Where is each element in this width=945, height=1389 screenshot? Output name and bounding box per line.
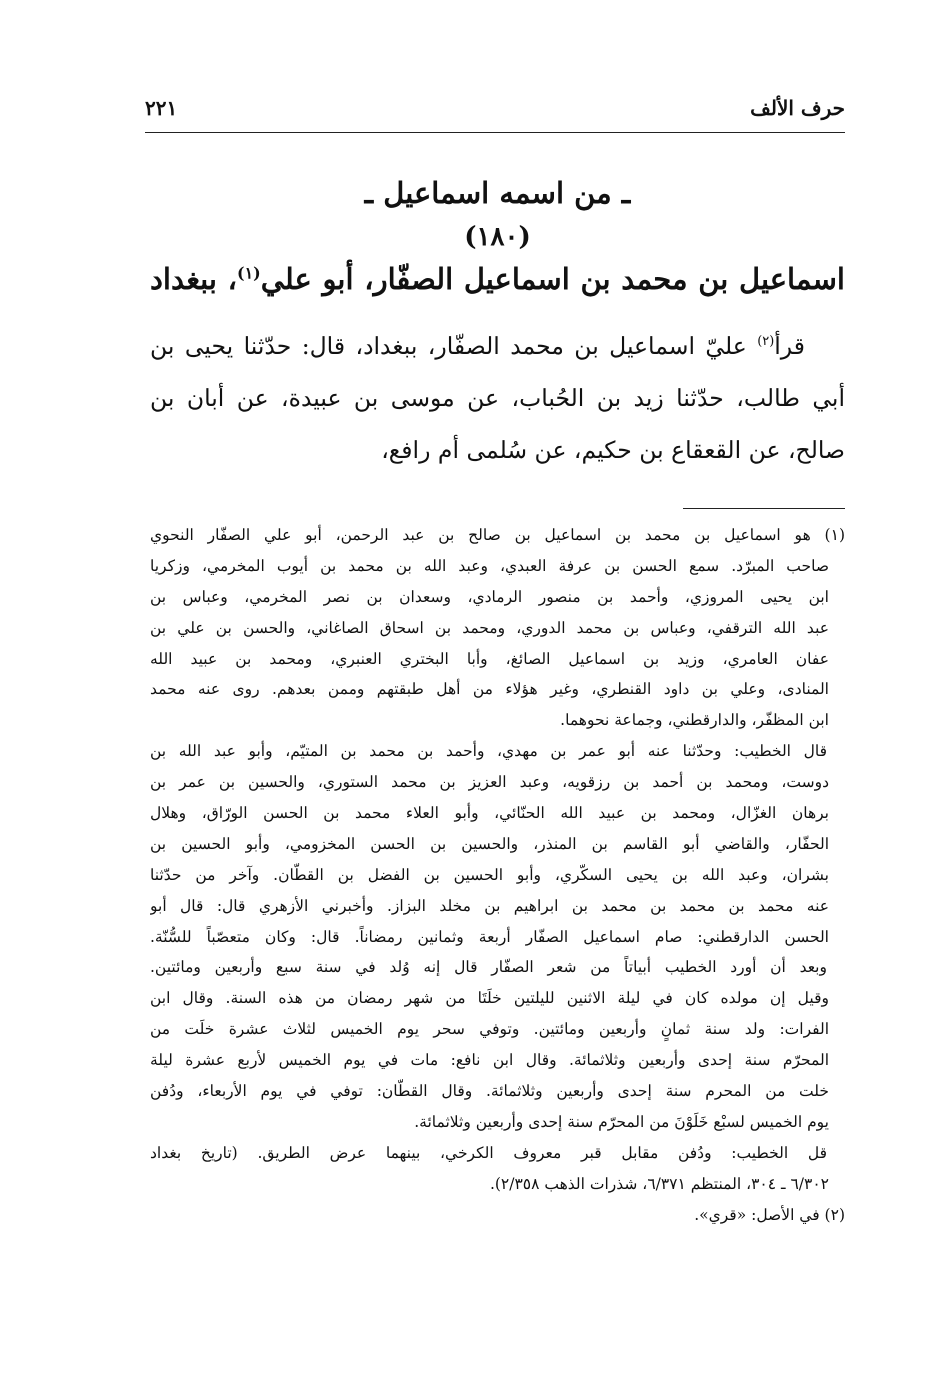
footnote-1-line: خلت من المحرم سنة إحدى وأربعين وثلاثمائة. وقال القطّان: توفي في يوم الأربعاء، ودُفن [150,1082,829,1101]
page-number: ٢٢١ [145,96,178,120]
entry-body-text: عليّ اسماعيل بن محمد الصفّار، ببغداد، قال: حدّثنا يحيى بن [150,332,758,360]
footnote-1-line: يوم الخميس لسبْع خَلَوْنَ من المحرّم سنة إحدى وأربعين وثلاثمائة. [414,1112,829,1131]
footnote-ref-2[interactable]: (٢) [757,334,775,350]
footnote-1-line: قل الخطيب: ودُفن مقابل قبر معروف الكرخي، بينهما عرض الطريق. (تاريخ بغداد [150,1143,827,1162]
running-title: حرف الألف [750,96,845,120]
entry-body-line: أبي طالب، حدّثنا زيد بن الحُباب، عن موسى بن عبيدة، عن أبان بن [150,384,845,412]
footnotes [150,520,845,1230]
footnote-divider [683,508,845,509]
footnote-2: (٢) في الأصل: «قري». [694,1205,845,1224]
footnote-1-line: (١) هو اسماعيل بن محمد بن اسماعيل بن صالح بن عبد الرحمن، أبو علي الصفّار النحوي [150,526,845,544]
footnote-1-line: ابن يحيى المروزي، وأحمد بن منصور الرمادي، وسعدان بن نصر المخرمي، وعباس بن [150,587,829,606]
footnote-1-line: عبد الله الترقفي، وعباس بن محمد الدوري، ومحمد بن اسحاق الصاغاني، والحسن بن علي بن [150,618,829,637]
entry-body-line: صالح، عن القعقاع بن حكيم، عن سُلمى أم رافع، [381,436,845,464]
running-header [145,92,845,133]
footnote-1-line: قال الخطيب: وحدّثنا عنه أبو عمر بن مهدي، وأحمد بن محمد بن المتيّم، وأبو عبد الله بن [150,742,827,761]
entry-body-line [150,320,845,372]
entry-body-text: قرأ [774,332,805,360]
footnote-ref-1[interactable]: (١) [237,263,261,283]
entry-title [150,262,845,296]
entry-title-name: اسماعيل بن محمد بن اسماعيل الصفّار، أبو علي [260,262,845,296]
footnote-1-line: وقيل إن مولده كان في ليلة الاثنين لليلتين خلَتَا من شهر رمضان من هذه السنة. وقال ابن [150,989,829,1008]
footnote-1-line: الفرات: ولد سنة ثمانٍ وأربعين ومائتين. وتوفي سحر يوم الخميس لثلاث عشرة خلَت من [150,1020,829,1039]
entry-body [150,320,845,476]
footnote-1-line: عفان العامري، وزيد بن اسماعيل الصائغ، وأبا البختري العنبري، ومحمد بن عبيد الله [150,649,829,668]
footnote-1-line: برهان الغزّال، ومحمد بن عبيد الله الحنّائي، وأبو العلاء محمد بن الحسن الورّاق، وهلال [150,804,829,823]
footnote-1-line: المنادى، وعلي بن داود القنطري، وغير هؤلاء من أهل طبقتهم وممن بعدهم. روى عنه محمد [150,680,829,699]
footnote-1-line: المحرّم سنة إحدى وأربعين وثلاثمائة. وقال ابن نافع: مات في يوم الخميس لأربع عشرة ليلة [150,1051,829,1070]
entry-title-place: ، ببغداد [150,262,238,296]
footnote-1-line: بشران، وعبد الله بن يحيى السكّري، وأبو الحسين بن الفضل بن القطّان. وآخر من حدّثنا [150,865,829,884]
footnote-1-line: صاحب المبرّد. سمع الحسن بن عرفة العبدي، وعبد الله بن محمد بن أيوب المخرمي، وزكريا [150,556,829,575]
footnote-1-line: الحسن الدارقطني: صام اسماعيل الصفّار أربعة وثمانين رمضاناً. قال: وكان متعصّباً للسُّنّة. [150,927,829,946]
section-heading: ـ من اسمه اسماعيل ـ [364,176,631,210]
footnote-1-line: وبعد أن أورد الخطيب أبياتاً من شعر الصفّار قال إنه وُلد في سنة سبع وأربعين ومائتين. [150,958,827,977]
footnote-1-line: ٦/٣٠٢ ـ ٣٠٤، المنتظم ٦/٣٧١، شذرات الذهب ٢/٣٥٨). [489,1174,829,1193]
footnote-1-line: ابن المظفّر، والدارقطني، وجماعة نحوهما. [560,711,829,730]
footnote-1-line: الحفّار، والقاضي أبو القاسم بن المنذر، والحسين بن الحسن المخزومي، وأبو الحسين بن [150,834,829,853]
entry-number: (١٨٠) [464,222,531,252]
footnote-1-line: دوست، ومحمد بن أحمد بن رزقويه، وعبد العزيز بن محمد الستوري، والحسين بن عمر بن [150,773,829,792]
footnote-1-line: عنه محمد بن محمد بن محمد بن ابراهيم بن مخلد البزاز. وأخبرني الأزهري قال: قال أبو [150,896,829,915]
